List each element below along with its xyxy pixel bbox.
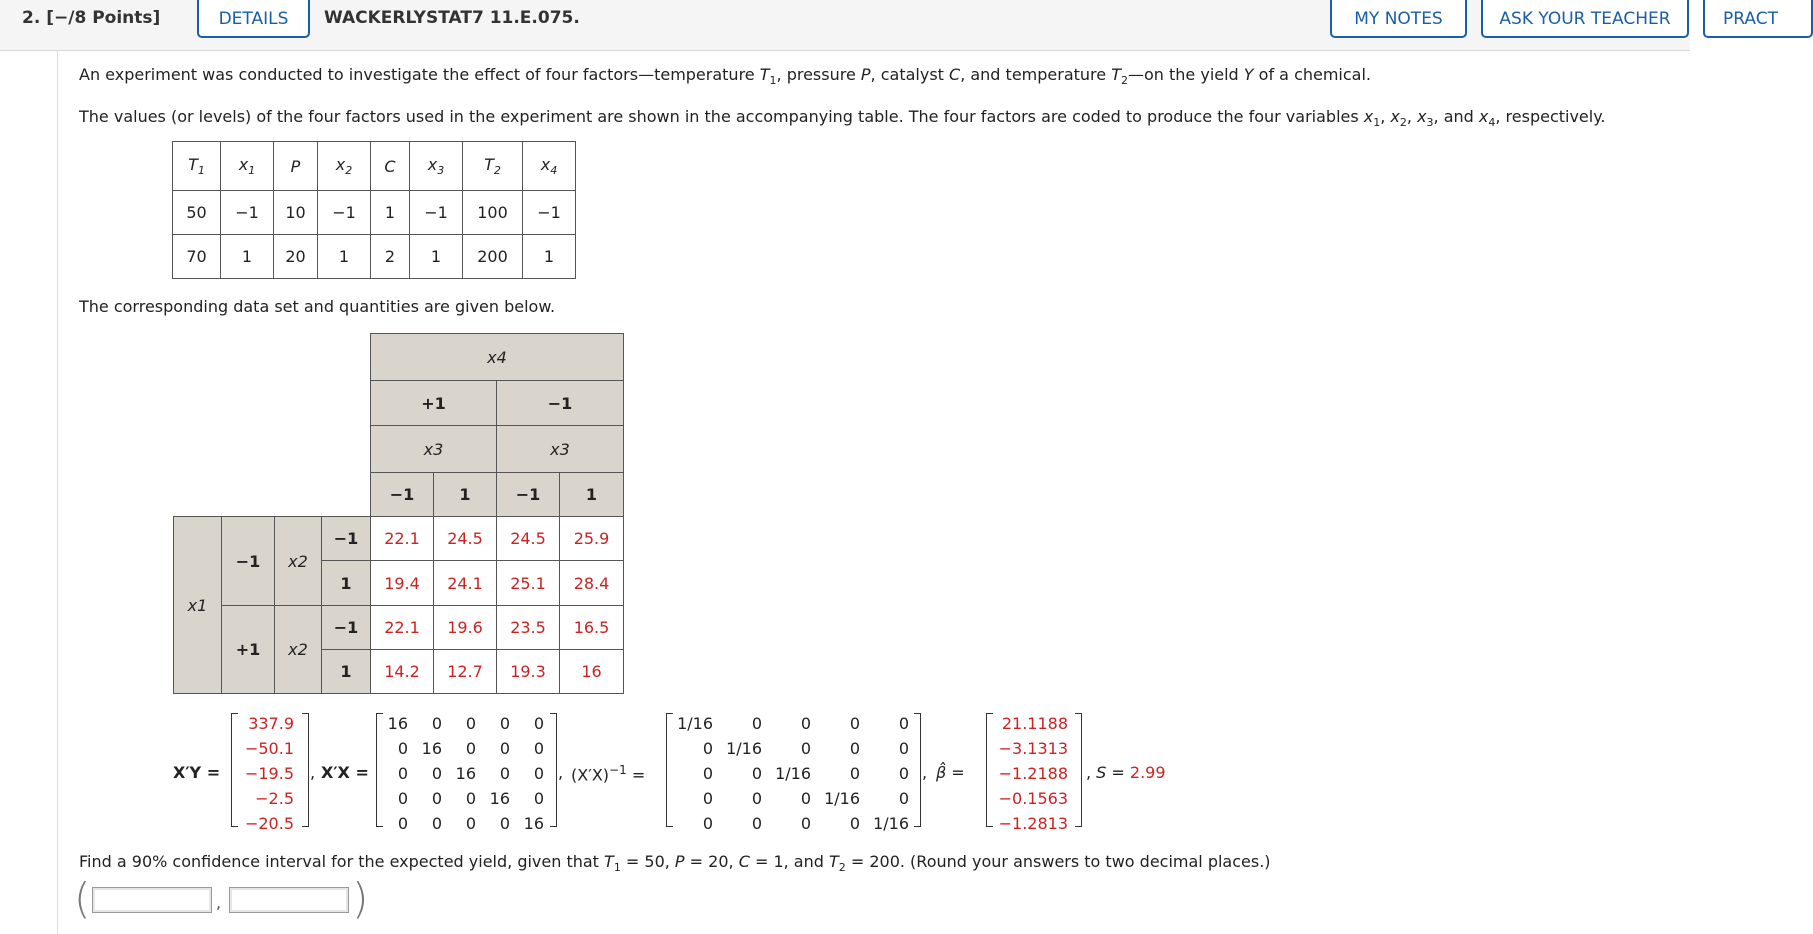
table-cell: 20 xyxy=(274,235,318,279)
xty-value: −19.5 xyxy=(244,764,294,783)
matrix-cell: 16 xyxy=(455,764,476,783)
matrix-cell: 0 xyxy=(898,714,909,733)
matrix-cell: 0 xyxy=(751,714,762,733)
data-cell: 16.5 xyxy=(559,605,624,650)
data-cell: 14.2 xyxy=(370,649,434,694)
interval-separator: , xyxy=(216,893,222,912)
header-x1: $x_1$ xyxy=(221,142,274,191)
beta-value: −3.1313 xyxy=(998,739,1068,758)
matrix-cell: 0 xyxy=(751,814,762,833)
matrix-cell: 0 xyxy=(499,764,510,783)
x4-header: x4 xyxy=(370,333,624,381)
x2-level: −1 xyxy=(321,605,371,650)
matrix-cell: 0 xyxy=(849,764,860,783)
matrix-cell: 0 xyxy=(533,764,544,783)
beta-value: −1.2188 xyxy=(998,764,1068,783)
matrix-cell: 0 xyxy=(751,764,762,783)
right-paren: ) xyxy=(352,874,369,923)
matrix-cell: 16 xyxy=(421,739,442,758)
matrix-cell: 0 xyxy=(533,739,544,758)
matrix-cell: 1/16 xyxy=(775,764,811,783)
matrix-cell: 16 xyxy=(387,714,408,733)
data-cell: 19.6 xyxy=(433,605,497,650)
matrix-cell: 0 xyxy=(397,739,408,758)
x3-header-right: x3 xyxy=(496,425,624,473)
table-cell: 1 xyxy=(410,235,463,279)
table-cell: −1 xyxy=(410,191,463,235)
x1-level-minus: −1 xyxy=(221,516,275,606)
x2-header-bottom: x2 xyxy=(274,605,322,694)
problem-id: WACKERLYSTAT7 11.E.075. xyxy=(324,8,580,28)
matrix-cell: 0 xyxy=(533,714,544,733)
intro-line-1: An experiment was conducted to investigate the effect of four factors—temperature $T_1$, pressure P, catalyst C, and temperature $T_2—on$ the yield Y of a chemical. xyxy=(79,65,1372,88)
upper-bound-input[interactable] xyxy=(229,887,349,913)
x3-level: −1 xyxy=(370,472,434,517)
table-cell: 1 xyxy=(523,235,576,279)
data-cell: 22.1 xyxy=(370,605,434,650)
matrix-cell: 0 xyxy=(898,739,909,758)
xty-value: −20.5 xyxy=(244,814,294,833)
xty-label: X′Y = xyxy=(173,763,221,782)
matrix-cell: 0 xyxy=(702,764,713,783)
header-x3: $x_3$ xyxy=(410,142,463,191)
xtx-label: X′X = xyxy=(321,763,369,782)
comma: , xyxy=(558,763,564,782)
xty-value: −2.5 xyxy=(255,789,294,808)
levels-row xyxy=(173,191,576,235)
xty-value: −50.1 xyxy=(244,739,294,758)
matrix-cell: 0 xyxy=(465,714,476,733)
matrix-cell: 0 xyxy=(431,814,442,833)
data-cell: 25.9 xyxy=(559,516,624,561)
s-value: 2.99 xyxy=(1129,763,1166,782)
data-cell: 19.4 xyxy=(370,560,434,606)
table-cell: −1 xyxy=(318,191,371,235)
data-intro-text: The corresponding data set and quantities are given below. xyxy=(79,297,556,316)
x2-level: −1 xyxy=(321,516,371,561)
matrix-cell: 0 xyxy=(849,739,860,758)
beta-value: −1.2813 xyxy=(998,814,1068,833)
data-cell: 23.5 xyxy=(496,605,560,650)
beta-value: 21.1188 xyxy=(1001,714,1068,733)
table-cell: 10 xyxy=(274,191,318,235)
matrix-cell: 0 xyxy=(800,739,811,758)
matrix-cell: 0 xyxy=(397,789,408,808)
matrix-cell: 0 xyxy=(397,814,408,833)
matrix-cell: 0 xyxy=(898,789,909,808)
header-x4: $x_4$ xyxy=(523,142,576,191)
data-cell: 24.1 xyxy=(433,560,497,606)
matrix-cell: 0 xyxy=(751,789,762,808)
header-P: P xyxy=(274,142,318,191)
matrix-cell: 1/16 xyxy=(726,739,762,758)
ask-teacher-button[interactable]: ASK YOUR TEACHER xyxy=(1481,0,1689,38)
x2-header-top: x2 xyxy=(274,516,322,606)
bracket xyxy=(914,713,921,827)
bracket xyxy=(302,713,309,827)
matrix-cell: 0 xyxy=(465,789,476,808)
matrix-cell: 0 xyxy=(702,814,713,833)
practice-button[interactable]: PRACT xyxy=(1703,0,1813,38)
matrix-cell: 0 xyxy=(898,764,909,783)
table-cell: 200 xyxy=(463,235,523,279)
x4-level-minus: −1 xyxy=(496,380,624,426)
matrix-cell: 0 xyxy=(431,789,442,808)
matrix-cell: 0 xyxy=(702,789,713,808)
x2-level: 1 xyxy=(321,649,371,694)
xtx-inv-label: $(X'X)^{-1}$ = xyxy=(571,763,646,785)
details-button[interactable]: DETAILS xyxy=(197,0,310,38)
matrix-cell: 0 xyxy=(800,714,811,733)
levels-table xyxy=(172,141,576,279)
matrix-cell: 0 xyxy=(800,814,811,833)
data-cell: 16 xyxy=(559,649,624,694)
s-statistic: , S = 2.99 xyxy=(1086,763,1166,782)
left-border-line xyxy=(57,50,58,934)
data-cell: 24.5 xyxy=(496,516,560,561)
my-notes-button[interactable]: MY NOTES xyxy=(1330,0,1467,38)
x4-level-plus: +1 xyxy=(370,380,497,426)
matrix-cell: 16 xyxy=(523,814,544,833)
bracket xyxy=(550,713,557,827)
matrix-cell: 0 xyxy=(499,739,510,758)
intro-line-2: The values (or levels) of the four factors used in the experiment are shown in the accompanying table. The four factors are coded to produce the four variables $x_1$, $x_2$, $x_3$, and $x_4$, respectively. xyxy=(79,107,1606,130)
x3-level: 1 xyxy=(559,472,624,517)
matrix-cell: 0 xyxy=(431,764,442,783)
header-T1: $T_1$ xyxy=(173,142,221,191)
matrix-cell: 1/16 xyxy=(824,789,860,808)
left-paren: ( xyxy=(74,874,91,923)
matrix-cell: 0 xyxy=(800,789,811,808)
points-label: [−/8 Points] xyxy=(46,8,161,28)
question-header xyxy=(0,0,1778,51)
matrix-cell: 0 xyxy=(533,789,544,808)
matrix-cell: 1/16 xyxy=(677,714,713,733)
x1-level-plus: +1 xyxy=(221,605,275,694)
table-cell: 1 xyxy=(221,235,274,279)
x1-header: x1 xyxy=(173,516,222,694)
matrix-cell: 0 xyxy=(849,814,860,833)
beta-value: −0.1563 xyxy=(998,789,1068,808)
lower-bound-input[interactable] xyxy=(92,887,212,913)
matrix-cell: 0 xyxy=(849,714,860,733)
comma: , xyxy=(310,763,316,782)
comma: , xyxy=(922,763,928,782)
header-T2: $T_2$ xyxy=(463,142,523,191)
matrix-cell: 0 xyxy=(702,739,713,758)
table-cell: 50 xyxy=(173,191,221,235)
matrix-cell: 0 xyxy=(431,714,442,733)
x3-level: 1 xyxy=(433,472,497,517)
matrix-cell: 0 xyxy=(465,814,476,833)
matrix-cell: 16 xyxy=(489,789,510,808)
table-cell: −1 xyxy=(523,191,576,235)
table-cell: −1 xyxy=(221,191,274,235)
table-cell: 2 xyxy=(371,235,410,279)
table-cell: 1 xyxy=(318,235,371,279)
beta-label: β̂ = xyxy=(936,763,965,782)
question-text: Find a 90% confidence interval for the expected yield, given that $T_1 = 50$, P = 20, C = 1, and $T_2 = 200$. (Round your answers to two decimal places.) xyxy=(79,852,1271,875)
matrix-cell: 0 xyxy=(397,764,408,783)
x3-header-left: x3 xyxy=(370,425,497,473)
xty-value: 337.9 xyxy=(248,714,294,733)
data-cell: 12.7 xyxy=(433,649,497,694)
levels-header-row xyxy=(173,142,576,191)
levels-row xyxy=(173,235,576,279)
table-cell: 1 xyxy=(371,191,410,235)
table-cell: 70 xyxy=(173,235,221,279)
x2-level: 1 xyxy=(321,560,371,606)
data-cell: 28.4 xyxy=(559,560,624,606)
matrix-cell: 0 xyxy=(499,814,510,833)
matrix-cell: 0 xyxy=(499,714,510,733)
matrix-cell: 0 xyxy=(465,739,476,758)
data-cell: 24.5 xyxy=(433,516,497,561)
data-cell: 25.1 xyxy=(496,560,560,606)
x3-level: −1 xyxy=(496,472,560,517)
data-cell: 22.1 xyxy=(370,516,434,561)
bracket xyxy=(1075,713,1082,827)
table-cell: 100 xyxy=(463,191,523,235)
matrix-cell: 1/16 xyxy=(873,814,909,833)
header-x2: $x_2$ xyxy=(318,142,371,191)
data-cell: 19.3 xyxy=(496,649,560,694)
header-C: C xyxy=(371,142,410,191)
question-number: 2. [−/8 Points] xyxy=(22,8,161,28)
